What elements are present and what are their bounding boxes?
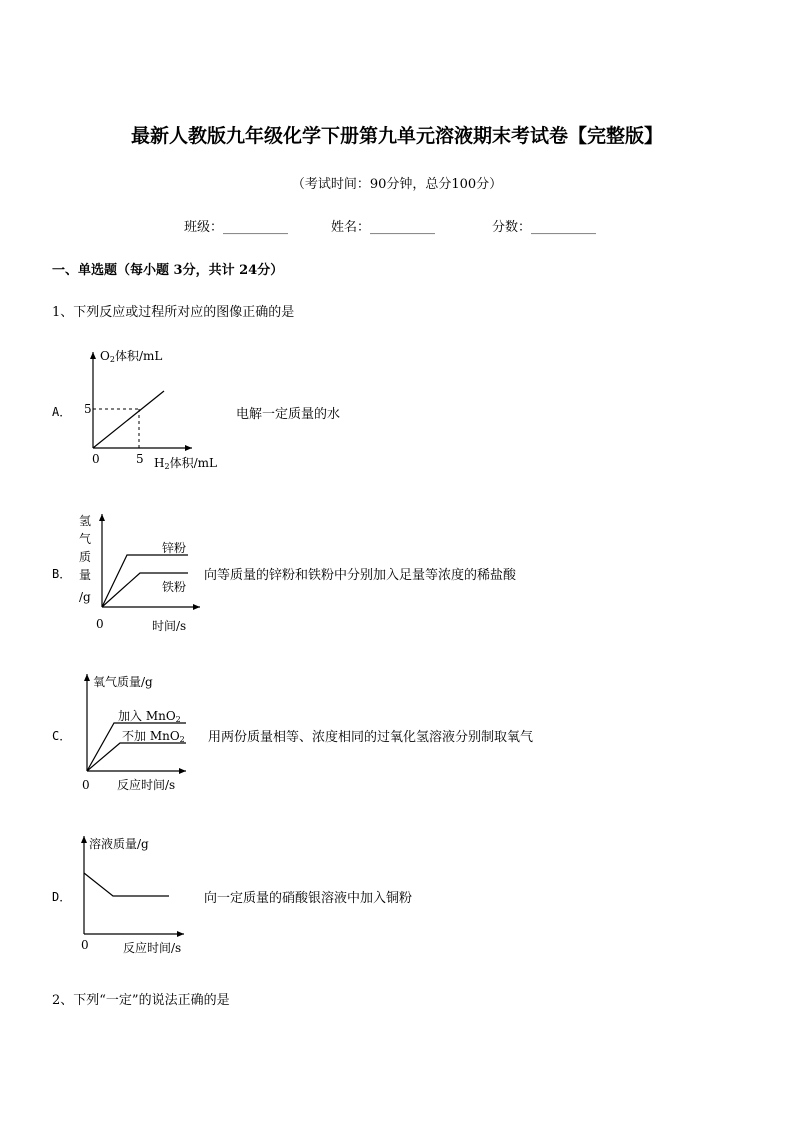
x-axis-label: 时间/s	[152, 619, 187, 633]
solution-mass-line	[84, 873, 169, 896]
option-d-description: 向一定质量的硝酸银溶液中加入铜粉	[204, 891, 413, 906]
y-axis-label-1: 氢	[79, 514, 92, 528]
class-field[interactable]: 班级：__________	[184, 220, 289, 235]
option-d-letter[interactable]: D．	[52, 890, 72, 904]
x-axis-label: 反应时间/s	[123, 941, 182, 955]
origin-label: 0	[82, 778, 90, 792]
question-2-stem: 2、下列“一定”的说法正确的是	[52, 993, 230, 1008]
page-title: 最新人教版九年级化学下册第九单元溶液期末考试卷【完整版】	[130, 125, 663, 147]
score-field[interactable]: 分数：__________	[492, 220, 597, 235]
option-b-graph	[70, 508, 205, 636]
y-axis-label-4: 量	[79, 568, 92, 582]
exam-info: （考试时间：90分钟，总分100分）	[291, 177, 503, 192]
y-tick-label: 5	[84, 402, 92, 416]
option-c-letter[interactable]: C．	[52, 729, 72, 743]
iron-label: 铁粉	[162, 580, 187, 594]
option-c-description: 用两份质量相等、浓度相同的过氧化氢溶液分别制取氧气	[208, 730, 534, 745]
origin-label: 0	[81, 938, 89, 952]
without-mno2-line	[87, 743, 186, 771]
with-mno2-label: 加入 MnO2	[118, 709, 181, 724]
without-mno2-label: 不加 MnO2	[122, 729, 185, 744]
option-a-letter[interactable]: A．	[52, 405, 72, 419]
option-a-description: 电解一定质量的水	[236, 407, 341, 422]
origin-label: 0	[96, 617, 104, 631]
section-heading: 一、单选题（每小题 3分，共计 24分）	[52, 263, 284, 278]
y-axis-label-3: 质	[79, 550, 92, 564]
x-axis-label: 反应时间/s	[117, 778, 176, 792]
y-axis-label: 溶液质量/g	[89, 837, 149, 851]
option-a-graph	[70, 340, 235, 475]
zinc-label: 锌粉	[162, 541, 187, 555]
question-1-stem: 1、下列反应或过程所对应的图像正确的是	[52, 305, 295, 320]
option-b-letter[interactable]: B．	[52, 567, 72, 581]
x-axis-label: H2体积/mL	[154, 456, 217, 471]
data-line	[93, 391, 164, 448]
option-c-graph	[70, 668, 205, 796]
x-tick-label: 5	[136, 452, 144, 466]
option-b-description: 向等质量的锌粉和铁粉中分别加入足量等浓度的稀盐酸	[204, 568, 517, 583]
y-axis-label-5: /g	[79, 590, 91, 604]
name-field[interactable]: 姓名：__________	[331, 220, 436, 235]
y-axis-label: O2体积/mL	[100, 349, 163, 364]
y-axis-label: 氧气质量/g	[93, 675, 153, 689]
option-d-graph	[70, 830, 205, 960]
origin-label: 0	[92, 452, 100, 466]
y-axis-label-2: 气	[79, 532, 92, 546]
